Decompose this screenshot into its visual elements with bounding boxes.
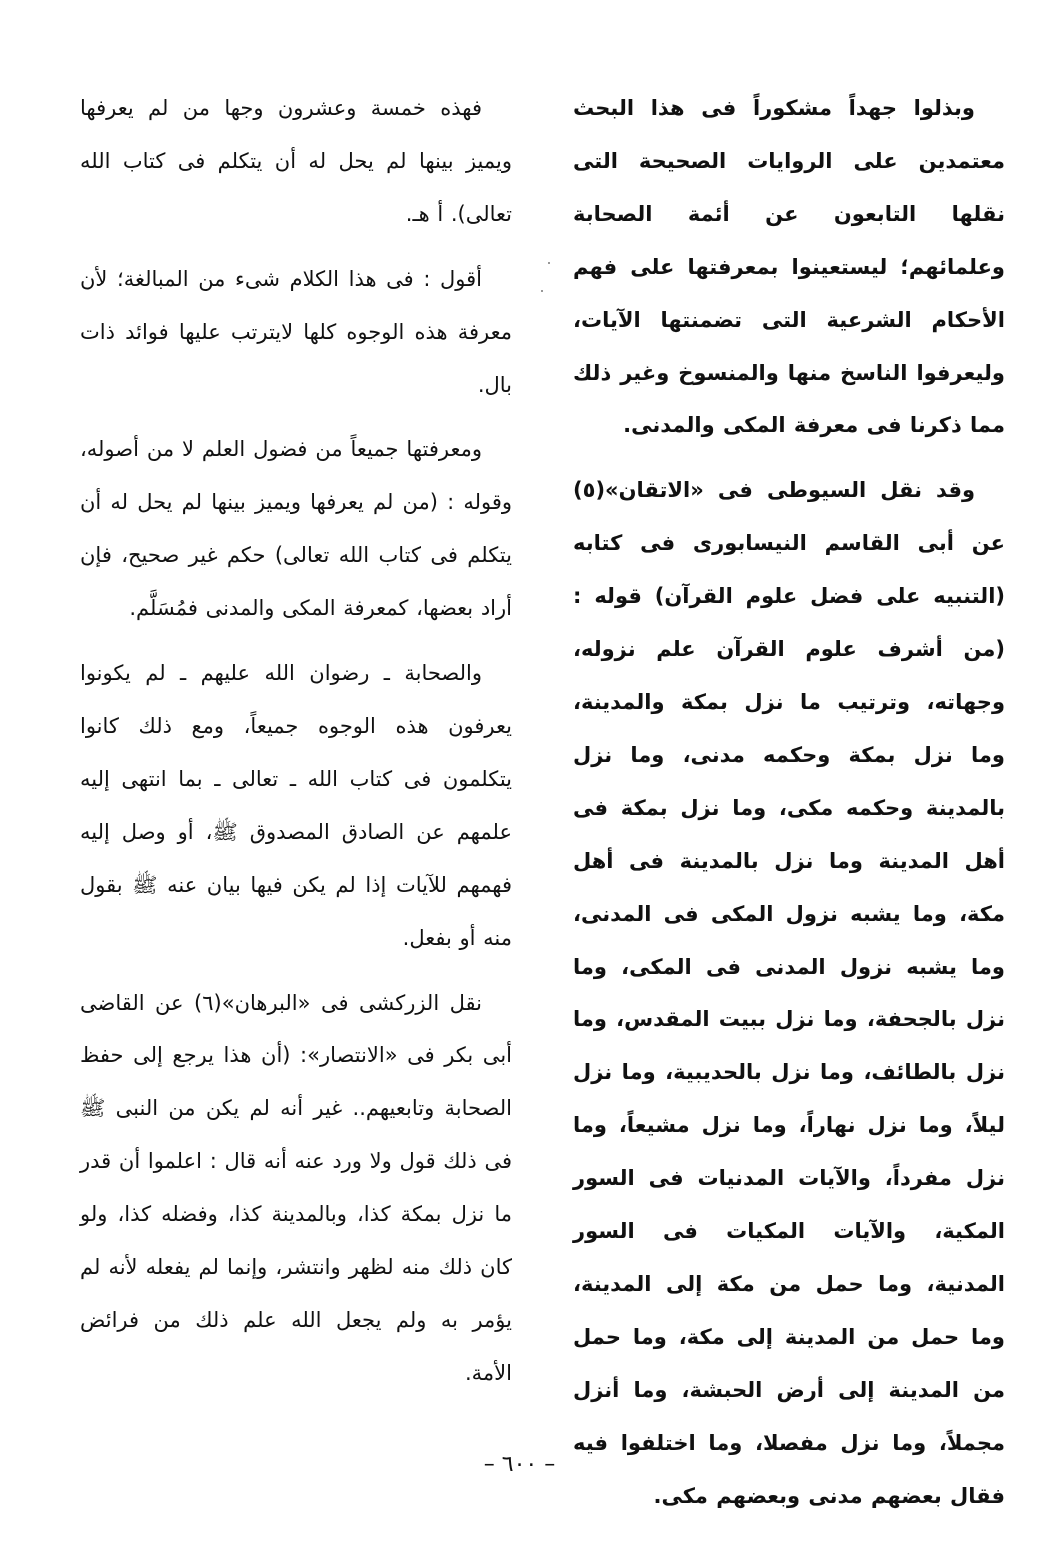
scan-speck [541,290,543,292]
paragraph: نقل الزركشى فى «البرهان»(٦) عن القاضى أبى بكر فى «الانتصار»: (أن هذا يرجع إلى حفظ الصحابة وتابعيهم.. غير أنه لم يكن من النبى ﷺ فى ذلك قول ولا ورد عنه أنه قال : اعلموا أن قدر ما نزل بمكة كذا، وبالمدينة كذا، وفضله كذا، ولو كان ذلك منه لظهر وانتشر، وإنما لم يفعله لأنه لم يؤمر به ولم يجعل الله علم ذلك من فرائض الأمة. [80,990,512,1385]
paragraph: وقد نقل السيوطى فى «الاتقان»(٥) عن أبى القاسم النيسابورى فى كتابه (التنبيه على فضل علوم القرآن) قوله : (من أشرف علوم القرآن علم نزوله، وجهاته، وترتيب ما نزل بمكة والمدينة، وما نزل بمكة وحكمه مدنى، وما نزل بالمدينة وحكمه مكى، وما نزل بمكة فى أهل المدينة وما نزل بالمدينة فى أهل مكة، وما يشبه نزول المكى فى المدنى، وما يشبه نزول المدنى فى المكى، وما نزل بالجحفة، وما نزل ببيت المقدس، وما نزل بالطائف، وما نزل بالحديبية، وما نزل ليلاً، وما نزل نهاراً، وما نزل مشيعاً، وما نزل مفرداً، والآيات المدنيات فى السور المكية، والآيات المكيات فى السور المدنية، وما حمل من مكة إلى المدينة، وما حمل من المدينة إلى مكة، وما حمل من المدينة إلى أرض الحبشة، وما أنزل مجملاً، وما نزل مفصلا، وما اختلفوا فيه فقال بعضهم مدنى وبعضهم مكى. [573,478,1005,1508]
right-column [573,82,1005,1534]
scan-speck [548,262,550,264]
paragraph: أقول : فى هذا الكلام شىء من المبالغة؛ لأن معرفة هذه الوجوه كلها لايترتب عليها فوائد ذات بال. [80,266,512,397]
paragraph: ومعرفتها جميعاً من فضول العلم لا من أصوله، وقوله : (من لم يعرفها ويميز بينها لم يحل له أن يتكلم فى كتاب الله تعالى) حكم غير صحيح، فإن أراد بعضها، كمعرفة المكى والمدنى فمُسَلَّم. [80,437,512,621]
paragraph: والصحابة ـ رضوان الله عليهم ـ لم يكونوا يعرفون هذه الوجوه جميعاً، ومع ذلك كانوا يتكلمون فى كتاب الله ـ تعالى ـ بما انتهى إليه علمهم عن الصادق المصدوق ﷺ، أو وصل إليه فهمهم للآيات إذا لم يكن فيها بيان عنه ﷺ بقول منه أو بفعل. [80,661,512,950]
paragraph: فهذه خمسة وعشرون وجها من لم يعرفها ويميز بينها لم يحل له أن يتكلم فى كتاب الله تعالى). أ هـ. [80,96,512,226]
left-column [80,82,512,1412]
paragraph: وبذلوا جهداً مشكوراً فى هذا البحث معتمدين على الروايات الصحيحة التى نقلها التابعون عن أئمة الصحابة وعلمائهم؛ ليستعينوا بمعرفتها على فهم الأحكام الشرعية التى تضمنتها الآيات، وليعرفوا الناسخ منها والمنسوخ وغير ذلك مما ذكرنا فى معرفة المكى والمدنى. [573,96,1005,438]
page-number: – ٦٠٠ – [483,1452,556,1477]
